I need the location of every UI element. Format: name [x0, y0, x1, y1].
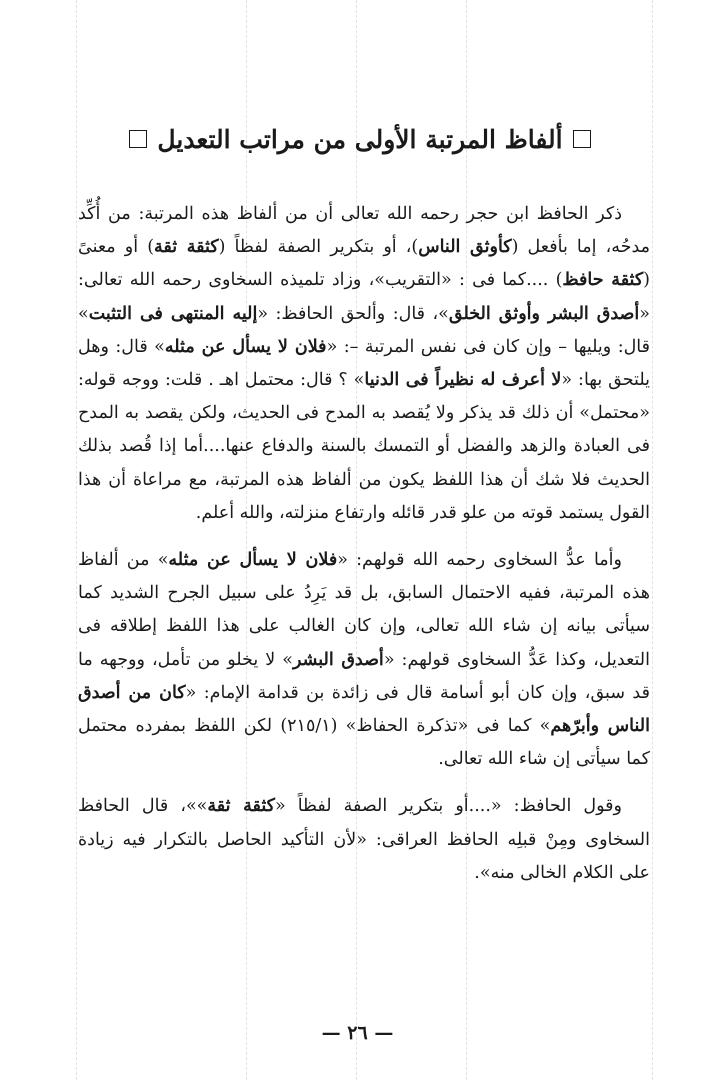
quoted-term: أصدق البشر وأوثق الخلق	[448, 303, 640, 324]
quoted-term: كأوثق الناس	[418, 237, 512, 258]
quoted-term: أصدق البشر	[293, 649, 384, 670]
quoted-term: فلان لا يسأل عن مثله	[168, 550, 338, 571]
ruler-guide-right	[652, 0, 653, 1080]
text-run: ذكر الحافظ ابن حجر رحمه الله تعالى أن من ألفاظ هذه المرتبة: من أُكِّد مدحُه، إما بأفعل (	[78, 204, 651, 258]
section-title: ألفاظ المرتبة الأولى من مراتب التعديل	[157, 125, 563, 154]
text-run: ) ....كما فى : «التقريب»، وزاد تلميذه السخاوى رحمه الله تعالى: «	[78, 270, 650, 324]
quoted-term: كثقة حافظ	[562, 270, 644, 291]
quoted-term: كثقة ثقة	[154, 237, 219, 258]
text-run: وقول الحافظ: «....أو بتكرير الصفة لفظاً «	[274, 796, 622, 817]
text-run: )، أو بتكرير الصفة لفظاً (	[218, 237, 419, 258]
text-run: »، قال: وألحق الحافظ: «	[257, 303, 449, 324]
text-run: » قال: ويليها – وإن كان فى نفس المرتبة –: «	[78, 303, 651, 357]
text-run: » من ألفاظ هذه المرتبة، ففيه الاحتمال السابق، بل قد يَرِدُ على سبيل الجرح الشديد كما سيأتى بيانه إن شاء الله تعالى، وإن كان الغالب على هذا اللفظ إطلاقه فى التعديل، وكذا عَدُّ السخاوى قولهم: «	[78, 550, 650, 670]
square-ornament-icon	[129, 130, 147, 148]
quoted-term: كثقة ثقة	[207, 796, 275, 817]
text-run: ) أو معنىً (	[78, 237, 650, 291]
ruler-guide-left	[76, 0, 77, 1080]
quoted-term: كان من أصدق الناس وأبرّهم	[78, 682, 650, 737]
section-heading	[90, 118, 630, 162]
quoted-term: لا أعرف له نظيراً فى الدنيا	[364, 370, 562, 391]
body-text	[78, 198, 650, 890]
quoted-term: فلان لا يسأل عن مثله	[164, 336, 327, 357]
paragraph	[78, 544, 650, 776]
text-run: » قال: وهل يلتحق بها: «	[78, 336, 650, 391]
quoted-term: إليه المنتهى فى التثبت	[88, 303, 258, 324]
text-run: » ؟ قال: محتمل اهـ . قلت: ووجه قوله: «محتمل» أن ذلك قد يذكر ولا يُقصد به المدح فى الحديث، ولكن يقصد به المدح فى العبادة والزهد والفضل أو التمسك بالسنة والدفاع عنها....أما إذا قُصد بذلك الحديث فلا شك أن هذا اللفظ يكون من ألفاظ هذه المرتبة، مع مراعاة أن هذا القول يستمد قوته من علو قدر قائله وارتفاع منزلته، والله أعلم.	[78, 370, 650, 523]
square-ornament-icon	[573, 130, 591, 148]
page-number: — ٢٦ —	[321, 1022, 394, 1044]
text-run: »»، قال الحافظ السخاوى ومِنْ قبلِه الحافظ العراقى: «لأن التأكيد الحاصل بالتكرار فيه زيادة على الكلام الخالى منه».	[78, 796, 650, 883]
paragraph	[78, 198, 650, 530]
paragraph	[78, 790, 650, 890]
text-run: » لا يخلو من تأمل، ووجهه ما قد سبق، وإن كان أبو أسامة قال فى زائدة بن قدامة الإمام: «	[78, 649, 650, 703]
text-run: وأما عدُّ السخاوى رحمه الله قولهم: «	[337, 550, 622, 571]
text-run: » كما فى «تذكرة الحفاظ» (٢١٥/١) لكن اللفظ بمفرده محتمل كما سيأتى إن شاء الله تعالى.	[78, 716, 650, 770]
